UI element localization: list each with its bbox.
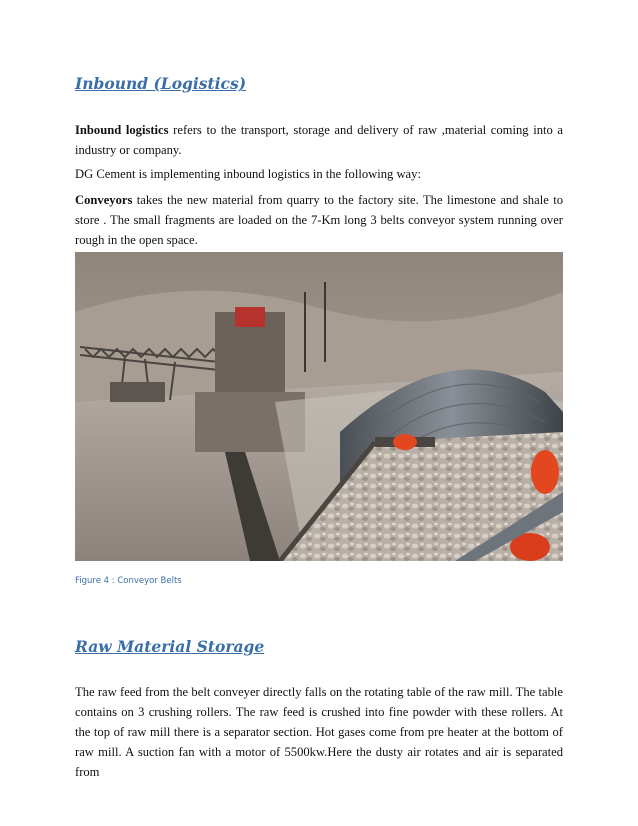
term-inbound-logistics: Inbound logistics <box>75 123 169 137</box>
definition-text: refers to the transport, storage and delivery of raw ,material coming into a industry or company. <box>75 123 563 157</box>
paragraph-raw-material-storage: The raw feed from the belt conveyer directly falls on the rotating table of the raw mill. The table contains on 3 crushing rollers. The raw feed is crushed into fine powder with these rollers. At the top of raw mill there is a separator section. Hot gases come from pre heater at the bottom of raw mill. A suction fan with a motor of 5500kw.Here the dusty air rotates and air is separated from <box>75 685 563 779</box>
paragraph-implementation-intro: DG Cement is implementing inbound logistics in the following way: <box>75 167 421 181</box>
section-heading-raw-material-storage: Raw Material Storage <box>75 637 265 656</box>
conveyor-belts-illustration <box>75 252 563 561</box>
figure-caption: Figure 4 : Conveyor Belts <box>75 576 182 586</box>
conveyor-belts-photo <box>75 252 563 561</box>
paragraph-inbound-logistics-definition <box>75 120 563 160</box>
term-conveyors: Conveyors <box>75 193 133 207</box>
paragraph-conveyors <box>75 190 563 250</box>
conveyors-text: takes the new material from quarry to the factory site. The limestone and shale to store . The small fragments are loaded on the 7-Km long 3 belts conveyor system running over rough in the open space. <box>75 193 563 247</box>
section-heading-inbound-logistics: Inbound (Logistics) <box>75 74 247 93</box>
